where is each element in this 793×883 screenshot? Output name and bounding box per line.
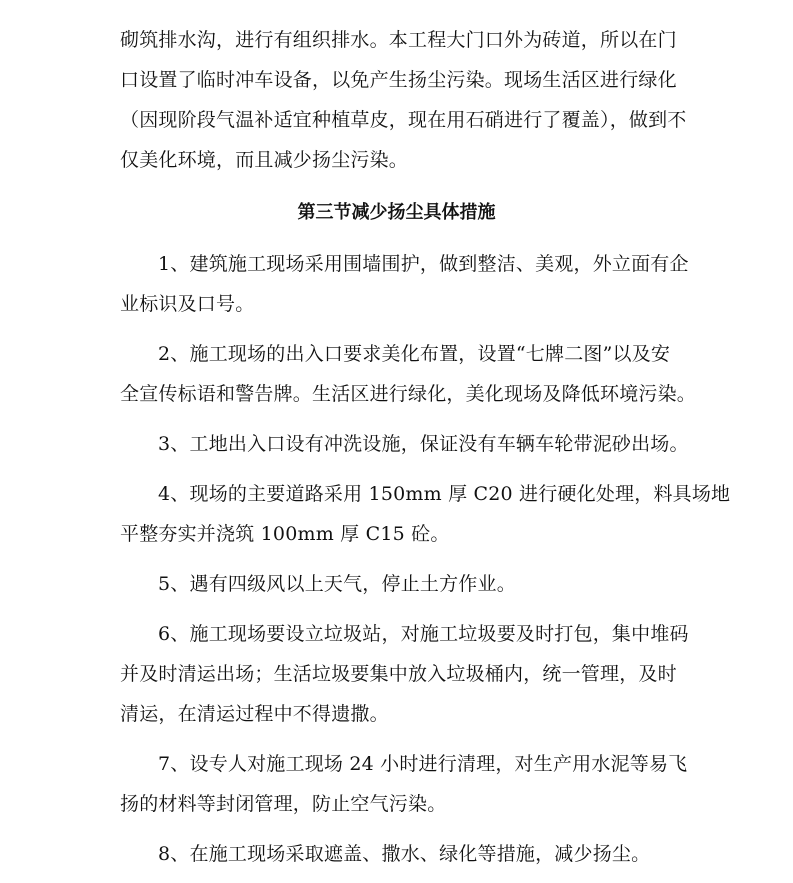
list-item-line: 8、在施工现场采取遮盖、撒水、绿化等措施，减少扬尘。: [158, 843, 651, 865]
list-item-line: 6、施工现场要设立垃圾站，对施工垃圾要及时打包，集中堆码: [158, 623, 689, 645]
list-item-line: 扬的材料等封闭管理，防止空气污染。: [120, 793, 447, 815]
intro-line: （因现阶段气温补适宜种植草皮，现在用石硝进行了覆盖），做到不: [120, 109, 687, 131]
list-item-line: 2、施工现场的出入口要求美化布置，设置“七牌二图”以及安: [158, 343, 671, 365]
intro-line: 口设置了临时冲车设备，以免产生扬尘污染。现场生活区进行绿化: [120, 69, 677, 91]
list-item-line: 7、设专人对施工现场 24 小时进行清理，对生产用水泥等易飞: [158, 753, 688, 775]
list-item-line: 全宣传标语和警告牌。生活区进行绿化，美化现场及降低环境污染。: [120, 383, 697, 405]
list-item-line: 清运，在清运过程中不得遗撒。: [120, 703, 389, 725]
list-item-line: 业标识及口号。: [120, 293, 255, 315]
intro-line: 砌筑排水沟，进行有组织排水。本工程大门口外为砖道，所以在门: [120, 29, 677, 51]
list-item-line: 平整夯实并浇筑 100mm 厚 C15 砼。: [120, 523, 450, 545]
section-title: 第三节减少扬尘具体措施: [297, 202, 496, 223]
list-item-line: 4、现场的主要道路采用 150mm 厚 C20 进行硬化处理，料具场地: [158, 483, 731, 505]
list-item-line: 3、工地出入口设有冲洗设施，保证没有车辆车轮带泥砂出场。: [158, 433, 689, 455]
intro-line: 仅美化环境，而且减少扬尘污染。: [120, 149, 409, 171]
list-item-line: 1、建筑施工现场采用围墙围护，做到整洁、美观，外立面有企: [158, 253, 689, 275]
list-item-line: 并及时清运出场；生活垃圾要集中放入垃圾桶内，统一管理，及时: [120, 663, 677, 685]
list-item-line: 5、遇有四级风以上天气，停止土方作业。: [158, 573, 516, 595]
